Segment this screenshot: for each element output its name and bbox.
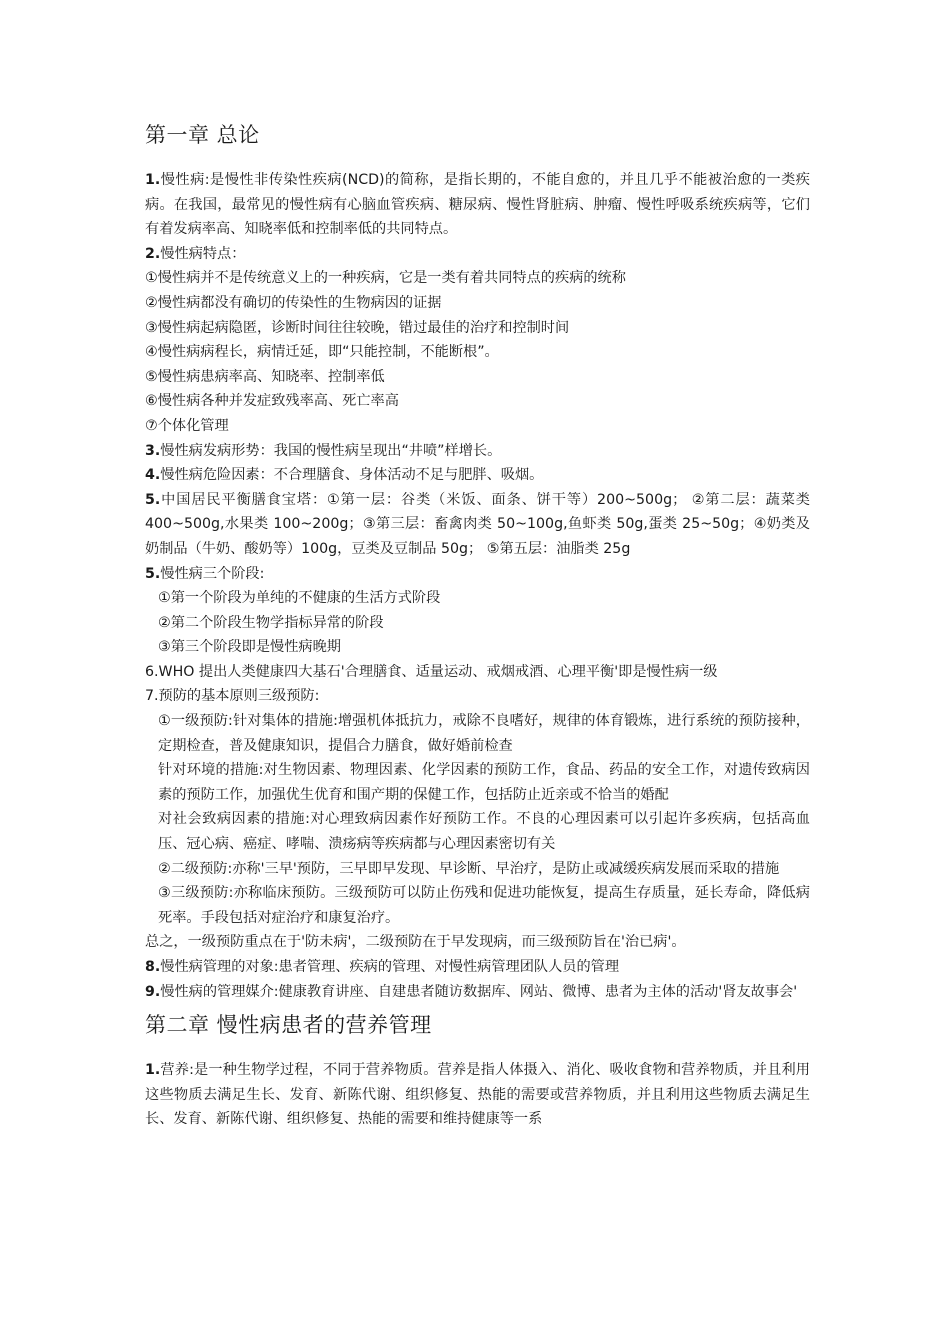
paragraph-text: ②第二个阶段生物学指标异常的阶段 — [158, 614, 384, 631]
paragraph-text: ①慢性病并不是传统意义上的一种疾病，它是一类有着共同特点的疾病的统称 — [145, 270, 626, 287]
item-number: 9. — [145, 983, 161, 1000]
paragraph-text: ⑦个体化管理 — [145, 417, 229, 434]
paragraph-text: ②慢性病都没有确切的传染性的生物病因的证据 — [145, 294, 442, 311]
item-number: 5. — [145, 491, 161, 508]
paragraph-text: 6.WHO 提出人类健康四大基石'合理膳食、适量运动、戒烟戒酒、心理平衡'即是慢性病一级 — [145, 663, 718, 680]
item-number: 8. — [145, 959, 161, 975]
chapter-1-title: 第一章 总论 — [145, 123, 260, 147]
paragraph-text: 慢性病危险因素：不合理膳食、身体活动不足与肥胖、吸烟。 — [160, 467, 544, 484]
paragraph-text: 慢性病发病形势：我国的慢性病呈现出“井喷”样增长。 — [160, 442, 502, 459]
paragraph — [145, 881, 810, 930]
paragraph-text: 慢性病:是慢性非传染性疾病(NCD)的简称，是指长期的，不能自愈的，并且几乎不能被治愈的一类疾病。在我国，最常见的慢性病有心脑血管疾病、糖尿病、慢性肾脏病、肿瘤、慢性呼吸系统疾病等，它们有着发病率高、知晓率低和控制率低的共同特点。 — [145, 172, 810, 238]
paragraph — [145, 635, 810, 660]
paragraph — [145, 660, 810, 685]
paragraph — [145, 463, 810, 488]
item-number: 1. — [145, 172, 161, 188]
chapter-2-title: 第二章 慢性病患者的营养管理 — [145, 1013, 432, 1038]
paragraph-text: 针对环境的措施:对生物因素、物理因素、化学因素的预防工作，食品、药品的安全工作，对遗传致病因素的预防工作，加强优生优育和围产期的保健工作，包括防止近亲或不恰当的婚配 — [158, 762, 810, 803]
paragraph-text: ⑥慢性病各种并发症致残率高、死亡率高 — [145, 393, 399, 410]
paragraph-text: 慢性病特点： — [160, 245, 246, 262]
chapter-2-body — [145, 1058, 810, 1132]
item-number: 3. — [145, 442, 161, 459]
paragraph — [145, 439, 810, 464]
paragraph-text: ①第一个阶段为单纯的不健康的生活方式阶段 — [158, 590, 441, 607]
paragraph — [145, 586, 810, 611]
paragraph-text: 营养:是一种生物学过程，不同于营养物质。营养是指人体摄入、消化、吸收食物和营养物质，并且利用这些物质去满足生长、发育、新陈代谢、组织修复、热能的需要或营养物质，并且利用这些物质去满足生长、发育、新陈代谢、组织修复、热能的需要和维持健康等一系 — [145, 1062, 810, 1128]
paragraph-text: 慢性病管理的对象:患者管理、疾病的管理、对慢性病管理团队人员的管理 — [160, 959, 620, 975]
paragraph — [145, 955, 810, 980]
paragraph — [145, 807, 810, 856]
paragraph — [145, 684, 810, 709]
paragraph — [145, 1058, 810, 1132]
paragraph-text: 慢性病的管理媒介:健康教育讲座、自建患者随访数据库、网站、微博、患者为主体的活动'肾友故事会' — [160, 983, 798, 1000]
paragraph — [145, 611, 810, 636]
paragraph-text: ③慢性病起病隐匿，诊断时间往往较晚，错过最佳的治疗和控制时间 — [145, 319, 570, 336]
document-page — [145, 118, 810, 1132]
paragraph — [145, 414, 810, 439]
chapter-1-body — [145, 168, 810, 1004]
item-number: 5. — [145, 565, 161, 582]
paragraph-text: ⑤慢性病患病率高、知晓率、控制率低 — [145, 368, 385, 385]
paragraph — [145, 389, 810, 414]
paragraph-text: 对社会致病因素的措施:对心理致病因素作好预防工作。不良的心理因素可以引起许多疾病，包括高血压、冠心病、癌症、哮喘、溃疡病等疾病都与心理因素密切有关 — [158, 811, 810, 853]
paragraph — [145, 242, 810, 267]
paragraph-text: ④慢性病病程长，病情迁延，即“只能控制，不能断根”。 — [145, 344, 499, 361]
paragraph-text: 慢性病三个阶段: — [160, 565, 265, 582]
paragraph — [145, 168, 810, 242]
paragraph — [145, 365, 810, 390]
paragraph-text: 中国居民平衡膳食宝塔：①第一层：谷类（米饭、面条、饼干等）200~500g； ②第二层：蔬菜类 400~500g,水果类 100~200g；③第三层：畜禽肉类 50~100g,鱼虾类 50g,蛋类 25~50g；④奶类及奶制品（牛奶、酸奶等）100g，豆类及豆制品 50g； ⑤第五层：油脂类 25g — [145, 491, 810, 557]
paragraph — [145, 340, 810, 365]
paragraph — [145, 758, 810, 807]
paragraph — [145, 316, 810, 341]
paragraph — [145, 980, 810, 1005]
paragraph-text: ③第三个阶段即是慢性病晚期 — [158, 639, 341, 656]
paragraph — [145, 266, 810, 291]
paragraph — [145, 488, 810, 562]
paragraph-text: ①一级预防:针对集体的措施:增强机体抵抗力，戒除不良嗜好，规律的体育锻炼，进行系统的预防接种，定期检查，普及健康知识，提倡合力膳食，做好婚前检查 — [158, 713, 810, 754]
item-number: 2. — [145, 245, 161, 262]
paragraph — [145, 709, 810, 758]
paragraph — [145, 857, 810, 882]
paragraph-text: ②二级预防:亦称'三早'预防，三早即早发现、早诊断、早治疗，是防止或减缓疾病发展而采取的措施 — [158, 860, 780, 877]
paragraph-text: ③三级预防:亦称临床预防。三级预防可以防止伤残和促进功能恢复，提高生存质量，延长寿命，降低病死率。手段包括对症治疗和康复治疗。 — [158, 885, 810, 926]
paragraph-text: 7.预防的基本原则三级预防: — [145, 688, 320, 705]
paragraph — [145, 291, 810, 316]
paragraph — [145, 930, 810, 955]
paragraph — [145, 562, 810, 587]
paragraph-text: 总之，一级预防重点在于'防未病'，二级预防在于早发现病，而三级预防旨在'治已病'。 — [145, 934, 686, 951]
item-number: 4. — [145, 467, 161, 484]
item-number: 1. — [145, 1062, 161, 1079]
